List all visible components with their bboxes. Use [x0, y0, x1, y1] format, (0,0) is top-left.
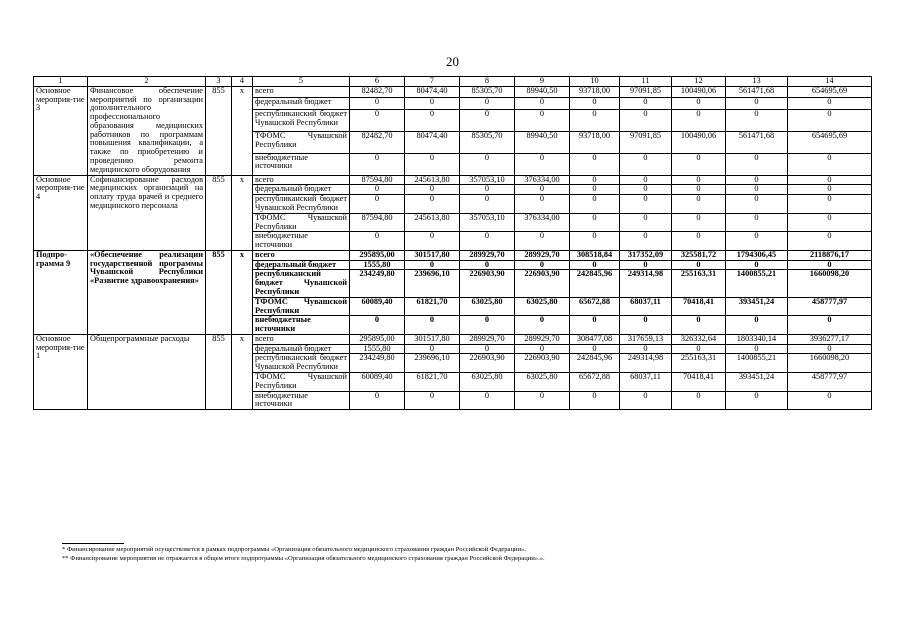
- value-cell: 308477,08: [570, 334, 620, 344]
- value-cell: 0: [726, 344, 788, 354]
- value-cell: 0: [515, 232, 570, 251]
- value-cell: 561471,68: [726, 131, 788, 153]
- header-cell: 8: [460, 77, 515, 87]
- value-cell: 289929,70: [515, 250, 570, 260]
- value-cell: 65672,88: [570, 373, 620, 392]
- value-cell: 0: [620, 153, 672, 175]
- source-cell: всего: [253, 175, 350, 185]
- header-cell: 4: [232, 77, 253, 87]
- value-cell: 68037,11: [620, 373, 672, 392]
- source-cell: федеральный бюджет: [253, 260, 350, 270]
- value-cell: 0: [672, 316, 726, 335]
- value-cell: 0: [672, 153, 726, 175]
- value-cell: 0: [570, 213, 620, 232]
- value-cell: 0: [620, 232, 672, 251]
- value-cell: 0: [672, 185, 726, 195]
- value-cell: 0: [570, 260, 620, 270]
- block-label: Основное мероприя-тие 4: [34, 175, 88, 250]
- value-cell: 0: [570, 344, 620, 354]
- header-row: [34, 77, 872, 87]
- header-cell: 3: [206, 77, 232, 87]
- block-description: «Обеспечение реализации государственной программы Чувашской Республики «Развитие здравоохранения»: [88, 250, 206, 334]
- value-cell: 0: [726, 232, 788, 251]
- value-cell: 301517,80: [405, 334, 460, 344]
- value-cell: 289929,70: [460, 334, 515, 344]
- value-cell: 226903,90: [515, 270, 570, 297]
- source-cell: внебюджетные источники: [253, 232, 350, 251]
- value-cell: 0: [570, 175, 620, 185]
- value-cell: 0: [460, 109, 515, 131]
- value-cell: 85305,70: [460, 131, 515, 153]
- value-cell: 0: [788, 344, 872, 354]
- value-cell: 0: [726, 175, 788, 185]
- value-cell: 1803340,14: [726, 334, 788, 344]
- value-cell: 0: [515, 391, 570, 410]
- value-cell: 0: [620, 109, 672, 131]
- value-cell: 0: [515, 195, 570, 214]
- block-description: Софинансирование расходов медицинских организаций на оплату труда врачей и среднего медицинского персонала: [88, 175, 206, 250]
- value-cell: 0: [672, 232, 726, 251]
- value-cell: 0: [460, 316, 515, 335]
- value-cell: 0: [726, 391, 788, 410]
- value-cell: 1660098,20: [788, 354, 872, 373]
- value-cell: 0: [515, 153, 570, 175]
- value-cell: 1794306,45: [726, 250, 788, 260]
- table-row: [34, 250, 872, 260]
- value-cell: 393451,24: [726, 297, 788, 316]
- value-cell: 0: [726, 109, 788, 131]
- value-cell: 226903,90: [515, 354, 570, 373]
- value-cell: 1555,80: [350, 344, 405, 354]
- value-cell: 249314,98: [620, 270, 672, 297]
- value-cell: 0: [672, 260, 726, 270]
- value-cell: 0: [405, 98, 460, 110]
- value-cell: 0: [515, 260, 570, 270]
- value-cell: 0: [350, 316, 405, 335]
- value-cell: 0: [726, 213, 788, 232]
- value-cell: 0: [350, 153, 405, 175]
- value-cell: 357053,10: [460, 213, 515, 232]
- header-cell: 9: [515, 77, 570, 87]
- value-cell: 255163,31: [672, 270, 726, 297]
- value-cell: 458777,97: [788, 373, 872, 392]
- value-cell: 0: [405, 316, 460, 335]
- value-cell: 97091,85: [620, 131, 672, 153]
- value-cell: 0: [405, 185, 460, 195]
- value-cell: 0: [726, 195, 788, 214]
- block-description: Финансовое обеспечение мероприятий по организации дополнительного профессионального образования медицинских работников по программам повышения квалификации, а также по приобретению и проведению ремонта медицинского оборудования: [88, 86, 206, 175]
- value-cell: 0: [405, 391, 460, 410]
- value-cell: 0: [570, 391, 620, 410]
- value-cell: 61821,70: [405, 373, 460, 392]
- block-label: Основное мероприя-тие 3: [34, 86, 88, 175]
- source-cell: всего: [253, 334, 350, 344]
- header-cell: 2: [88, 77, 206, 87]
- value-cell: 0: [620, 175, 672, 185]
- value-cell: 0: [350, 391, 405, 410]
- block-code: 855: [206, 334, 232, 409]
- value-cell: 0: [672, 344, 726, 354]
- source-cell: внебюджетные источники: [253, 153, 350, 175]
- value-cell: 0: [788, 185, 872, 195]
- block-code: 855: [206, 250, 232, 334]
- value-cell: 654695,69: [788, 86, 872, 98]
- value-cell: 0: [788, 109, 872, 131]
- value-cell: 63025,80: [460, 297, 515, 316]
- value-cell: 68037,11: [620, 297, 672, 316]
- value-cell: 0: [726, 153, 788, 175]
- value-cell: 0: [405, 109, 460, 131]
- source-cell: федеральный бюджет: [253, 98, 350, 110]
- value-cell: 60089,40: [350, 297, 405, 316]
- value-cell: 0: [405, 153, 460, 175]
- block-code: 855: [206, 175, 232, 250]
- value-cell: 93718,00: [570, 131, 620, 153]
- block-description: Общепрограммные расходы: [88, 334, 206, 409]
- value-cell: 654695,69: [788, 131, 872, 153]
- value-cell: 63025,80: [460, 373, 515, 392]
- value-cell: 0: [672, 391, 726, 410]
- value-cell: 97091,85: [620, 86, 672, 98]
- block-code: 855: [206, 86, 232, 175]
- value-cell: 87594,80: [350, 213, 405, 232]
- value-cell: 239696,10: [405, 270, 460, 297]
- header-cell: 1: [34, 77, 88, 87]
- source-cell: ТФОМС Чувашской Республики: [253, 297, 350, 316]
- value-cell: 0: [788, 391, 872, 410]
- value-cell: 0: [620, 316, 672, 335]
- value-cell: 0: [460, 185, 515, 195]
- value-cell: 561471,68: [726, 86, 788, 98]
- footnote-2: ** Финансирование мероприятия не отражается в общем итоге подпрограммы «Организация обязательного медицинского страхования граждан Российской Федерации».».: [62, 554, 545, 562]
- value-cell: 61821,70: [405, 297, 460, 316]
- value-cell: 0: [570, 153, 620, 175]
- value-cell: 295895,00: [350, 334, 405, 344]
- page-number: 20: [446, 54, 459, 69]
- value-cell: 60089,40: [350, 373, 405, 392]
- value-cell: 0: [460, 153, 515, 175]
- value-cell: 70418,41: [672, 297, 726, 316]
- value-cell: 0: [672, 98, 726, 110]
- header-cell: 10: [570, 77, 620, 87]
- value-cell: 0: [788, 260, 872, 270]
- value-cell: 63025,80: [515, 373, 570, 392]
- value-cell: 0: [788, 153, 872, 175]
- value-cell: 245613,80: [405, 175, 460, 185]
- value-cell: 0: [405, 232, 460, 251]
- value-cell: 0: [460, 195, 515, 214]
- value-cell: 357053,10: [460, 175, 515, 185]
- value-cell: 376334,00: [515, 213, 570, 232]
- header-cell: 13: [726, 77, 788, 87]
- value-cell: 0: [570, 109, 620, 131]
- source-cell: федеральный бюджет: [253, 185, 350, 195]
- value-cell: 289929,70: [460, 250, 515, 260]
- value-cell: 0: [620, 391, 672, 410]
- source-cell: республиканский бюджет Чувашской Республики: [253, 109, 350, 131]
- value-cell: 82482,70: [350, 86, 405, 98]
- footnote-separator: [62, 543, 124, 544]
- value-cell: 93718,00: [570, 86, 620, 98]
- value-cell: 0: [788, 232, 872, 251]
- value-cell: 0: [620, 195, 672, 214]
- header-cell: 6: [350, 77, 405, 87]
- header-cell: 7: [405, 77, 460, 87]
- value-cell: 0: [672, 109, 726, 131]
- value-cell: 0: [350, 109, 405, 131]
- value-cell: 0: [515, 98, 570, 110]
- value-cell: 325581,72: [672, 250, 726, 260]
- value-cell: 239696,10: [405, 354, 460, 373]
- value-cell: 0: [570, 185, 620, 195]
- value-cell: 242845,96: [570, 354, 620, 373]
- value-cell: 80474,40: [405, 131, 460, 153]
- header-cell: 12: [672, 77, 726, 87]
- value-cell: 0: [788, 195, 872, 214]
- header-cell: 11: [620, 77, 672, 87]
- value-cell: 234249,80: [350, 354, 405, 373]
- value-cell: 249314,98: [620, 354, 672, 373]
- value-cell: 0: [515, 316, 570, 335]
- value-cell: 100490,06: [672, 86, 726, 98]
- value-cell: 2118876,17: [788, 250, 872, 260]
- value-cell: 0: [405, 260, 460, 270]
- table-row: [34, 334, 872, 344]
- value-cell: 80474,40: [405, 86, 460, 98]
- value-cell: 301517,80: [405, 250, 460, 260]
- value-cell: 0: [460, 98, 515, 110]
- value-cell: 0: [350, 195, 405, 214]
- header-cell: 5: [253, 77, 350, 87]
- value-cell: 70418,41: [672, 373, 726, 392]
- value-cell: 226903,90: [460, 270, 515, 297]
- value-cell: 255163,31: [672, 354, 726, 373]
- block-label: Подпро-грамма 9: [34, 250, 88, 334]
- value-cell: 0: [515, 185, 570, 195]
- block-mark: x: [232, 175, 253, 250]
- value-cell: 65672,88: [570, 297, 620, 316]
- value-cell: 0: [460, 344, 515, 354]
- source-cell: ТФОМС Чувашской Республики: [253, 213, 350, 232]
- value-cell: 63025,80: [515, 297, 570, 316]
- value-cell: 0: [726, 316, 788, 335]
- value-cell: 100490,06: [672, 131, 726, 153]
- value-cell: 0: [515, 344, 570, 354]
- value-cell: 0: [570, 316, 620, 335]
- value-cell: 326332,64: [672, 334, 726, 344]
- table-row: [34, 175, 872, 185]
- source-cell: ТФОМС Чувашской Республики: [253, 373, 350, 392]
- value-cell: 0: [350, 232, 405, 251]
- value-cell: 0: [672, 195, 726, 214]
- value-cell: 0: [726, 260, 788, 270]
- source-cell: республиканский бюджет Чувашской Республики: [253, 354, 350, 373]
- value-cell: 317659,13: [620, 334, 672, 344]
- value-cell: 0: [350, 185, 405, 195]
- value-cell: 295895,00: [350, 250, 405, 260]
- source-cell: всего: [253, 86, 350, 98]
- source-cell: федеральный бюджет: [253, 344, 350, 354]
- footnote-1: * Финансирование мероприятий осуществляется в рамках подпрограммы «Организация обязательного медицинского страхования граждан Российской Федерации».: [62, 546, 526, 553]
- source-cell: внебюджетные источники: [253, 316, 350, 335]
- value-cell: 1660098,20: [788, 270, 872, 297]
- value-cell: 0: [460, 232, 515, 251]
- value-cell: 317352,09: [620, 250, 672, 260]
- source-cell: ТФОМС Чувашской Республики: [253, 131, 350, 153]
- value-cell: 0: [620, 260, 672, 270]
- value-cell: 82482,70: [350, 131, 405, 153]
- value-cell: 87594,80: [350, 175, 405, 185]
- value-cell: 245613,80: [405, 213, 460, 232]
- value-cell: 89940,50: [515, 131, 570, 153]
- value-cell: 1555,80: [350, 260, 405, 270]
- value-cell: 0: [620, 98, 672, 110]
- value-cell: 0: [620, 213, 672, 232]
- value-cell: 0: [788, 98, 872, 110]
- value-cell: 0: [672, 175, 726, 185]
- value-cell: 0: [726, 185, 788, 195]
- value-cell: 89940,50: [515, 86, 570, 98]
- value-cell: 1400855,21: [726, 354, 788, 373]
- block-mark: x: [232, 250, 253, 334]
- value-cell: 0: [570, 232, 620, 251]
- value-cell: 85305,70: [460, 86, 515, 98]
- source-cell: республиканский бюджет Чувашской Республики: [253, 195, 350, 214]
- value-cell: 234249,80: [350, 270, 405, 297]
- value-cell: 0: [570, 195, 620, 214]
- value-cell: 0: [788, 213, 872, 232]
- value-cell: 0: [460, 260, 515, 270]
- value-cell: 0: [405, 195, 460, 214]
- value-cell: 226903,90: [460, 354, 515, 373]
- value-cell: 0: [672, 213, 726, 232]
- table-row: [34, 86, 872, 98]
- value-cell: 0: [570, 98, 620, 110]
- block-mark: x: [232, 334, 253, 409]
- value-cell: 0: [350, 98, 405, 110]
- value-cell: 393451,24: [726, 373, 788, 392]
- value-cell: 0: [788, 175, 872, 185]
- source-cell: внебюджетные источники: [253, 391, 350, 410]
- value-cell: 0: [405, 344, 460, 354]
- value-cell: 458777,97: [788, 297, 872, 316]
- value-cell: 308518,84: [570, 250, 620, 260]
- footnotes: [62, 546, 545, 564]
- value-cell: 0: [788, 316, 872, 335]
- header-cell: 14: [788, 77, 872, 87]
- block-mark: x: [232, 86, 253, 175]
- value-cell: 0: [620, 344, 672, 354]
- value-cell: 3936277,17: [788, 334, 872, 344]
- financing-table: [33, 76, 872, 410]
- value-cell: 1400855,21: [726, 270, 788, 297]
- block-label: Основное мероприя-тие 1: [34, 334, 88, 409]
- value-cell: 0: [515, 109, 570, 131]
- value-cell: 289929,70: [515, 334, 570, 344]
- value-cell: 242845,96: [570, 270, 620, 297]
- value-cell: 0: [460, 391, 515, 410]
- value-cell: 0: [620, 185, 672, 195]
- value-cell: 0: [726, 98, 788, 110]
- value-cell: 376334,00: [515, 175, 570, 185]
- source-cell: республиканский бюджет Чувашской Республики: [253, 270, 350, 297]
- source-cell: всего: [253, 250, 350, 260]
